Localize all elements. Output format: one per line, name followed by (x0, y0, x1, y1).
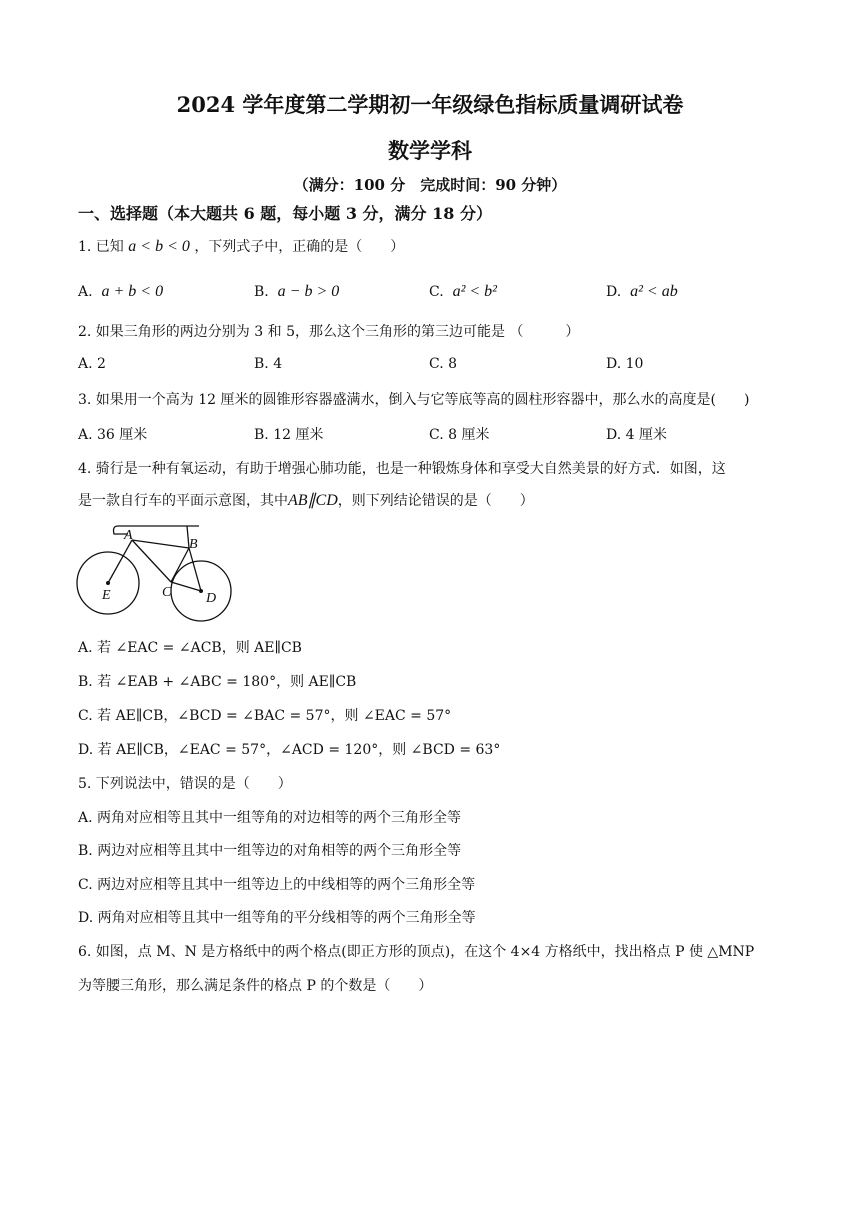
segment-ae (108, 540, 132, 583)
q4-option-b: B. 若 ∠EAB + ∠ABC = 180°，则 AE∥CB (78, 674, 357, 690)
q5-option-b: B. 两边对应相等且其中一组等边的对角相等的两个三角形全等 (78, 843, 462, 859)
segment-cd (171, 582, 201, 591)
q5-option-a: A. 两角对应相等且其中一组等角的对边相等的两个三角形全等 (78, 810, 462, 826)
q1-option-c: C. a² < b² (429, 283, 497, 300)
q1-prefix: 1. 已知 (78, 239, 124, 255)
bicycle-figure (74, 520, 239, 622)
question-4-line-1: 4. 骑行是一种有氧运动，有助于增强心肺功能，也是一种锻炼身体和享受大自然美景的好方式．如图，这 (78, 461, 726, 477)
question-2: 2. 如果三角形的两边分别为 3 和 5，那么这个三角形的第三边可能是 （ ） (78, 324, 580, 340)
q4-option-d: D. 若 AE∥CB，∠EAC = 57°，∠ACD = 120°，则 ∠BCD = 63° (78, 742, 501, 758)
question-5: 5. 下列说法中，错误的是（ ） (78, 776, 292, 792)
q1-option-d: D. a² < ab (606, 283, 678, 300)
q2-option-d: D. 10 (606, 356, 644, 372)
q5-option-d: D. 两角对应相等且其中一组等角的平分线相等的两个三角形全等 (78, 910, 476, 926)
q3-option-c: C. 8 厘米 (429, 427, 490, 443)
q4-option-a: A. 若 ∠EAC = ∠ACB，则 AE∥CB (78, 640, 302, 656)
label-d: D (206, 591, 217, 606)
question-6-line-2: 为等腰三角形，那么满足条件的格点 P 的个数是（ ） (78, 978, 433, 994)
q3-option-d: D. 4 厘米 (606, 427, 667, 443)
segment-ab (132, 540, 189, 548)
point-d (199, 589, 203, 593)
q3-option-a: A. 36 厘米 (78, 427, 148, 443)
exam-info: （满分：100 分 完成时间：90 分钟） (293, 176, 567, 194)
q2-option-b: B. 4 (254, 356, 283, 372)
section-heading: 一、选择题（本大题共 6 题，每小题 3 分，满分 18 分） (78, 204, 492, 223)
exam-title: 2024 学年度第二学期初一年级绿色指标质量调研试卷 (176, 92, 684, 117)
label-c: C (162, 585, 172, 600)
q4-parallel-condition: AB∥CD (288, 492, 338, 509)
q1-option-a: A. a + b < 0 (78, 283, 164, 300)
label-a: A (124, 528, 133, 543)
question-3: 3. 如果用一个高为 12 厘米的圆锥形容器盛满水，倒入与它等底等高的圆柱形容器中，那么水的高度是( ) (78, 392, 750, 408)
question-4-line-2: 是一款自行车的平面示意图，其中AB∥CD，则下列结论错误的是（ ） (78, 492, 534, 509)
q4-option-c: C. 若 AE∥CB，∠BCD = ∠BAC = 57°，则 ∠EAC = 57° (78, 708, 452, 724)
q3-option-b: B. 12 厘米 (254, 427, 324, 443)
q2-option-a: A. 2 (78, 356, 106, 372)
label-e: E (102, 588, 111, 603)
fork (189, 548, 201, 591)
point-e (106, 581, 110, 585)
question-6-line-1: 6. 如图，点 M、N 是方格纸中的两个格点(即正方形的顶点)，在这个 4×4 方格纸中，找出格点 P 使 △MNP (78, 944, 755, 960)
q2-option-c: C. 8 (429, 356, 458, 372)
q5-option-c: C. 两边对应相等且其中一组等边上的中线相等的两个三角形全等 (78, 877, 476, 893)
q1-condition: a < b < 0 (128, 238, 190, 255)
q1-suffix: ，下列式子中，正确的是（ ） (194, 239, 405, 255)
label-b: B (189, 537, 198, 552)
question-1 (78, 236, 404, 256)
subject-title: 数学学科 (388, 138, 472, 163)
q1-option-b: B. a − b > 0 (254, 283, 340, 300)
